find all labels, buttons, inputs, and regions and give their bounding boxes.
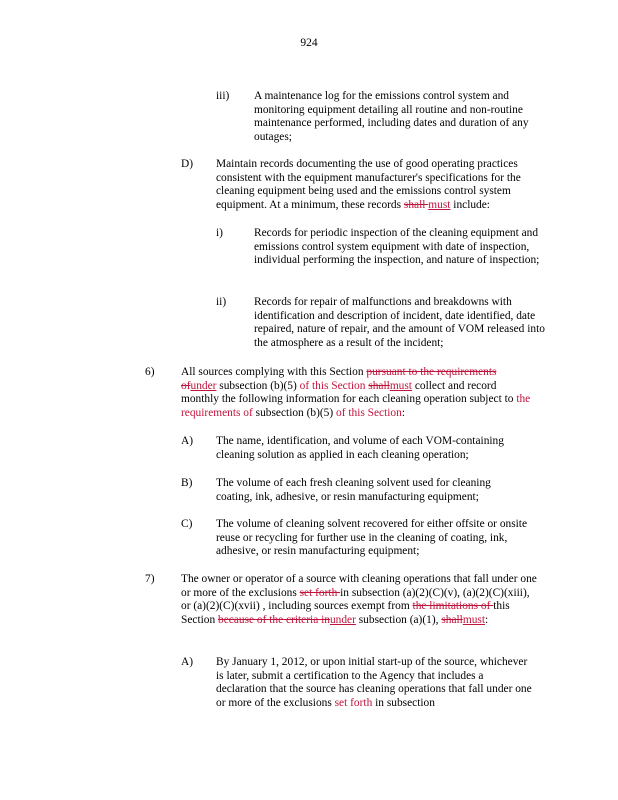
- text-run: include:: [450, 198, 490, 211]
- item-label: A): [181, 656, 194, 668]
- item-label: C): [181, 518, 193, 530]
- text-run: this Section: [181, 600, 510, 626]
- deleted-text: pursuant to the requirements of: [181, 366, 497, 392]
- inserted-text: the requirements of: [181, 393, 531, 419]
- item-label: i): [216, 227, 223, 239]
- text-run: subsection (b)(5): [216, 379, 300, 392]
- item-text: Records for repair of malfunctions and breakdowns with identification and description of incident, date identified, date repaired, nature of repair, and the amount of VOM released into the atmosphere as a result of the incident;: [254, 296, 545, 349]
- text-run: All sources complying with this Section: [181, 366, 367, 378]
- text-run: in subsection (a)(2)(C)(v), (a)(2)(C)(xiii), or (a)(2)(C)(xvii) , including sources exempt from: [181, 586, 530, 613]
- item-text: [216, 656, 534, 710]
- item-label: iii): [216, 90, 230, 102]
- text-run: subsection (a)(1),: [355, 613, 442, 626]
- text-run: :: [401, 406, 405, 419]
- deleted-text: the limitations of: [412, 600, 494, 613]
- item-label: A): [181, 435, 194, 447]
- item-text: [181, 573, 541, 627]
- inserted-text: under: [329, 613, 356, 626]
- item-text: Records for periodic inspection of the cleaning equipment and emissions control system equipment with date of inspection, individual performing the inspection, and nature of inspection;: [254, 227, 540, 267]
- text-run: in subsection: [375, 696, 435, 709]
- page-number: 924: [300, 37, 318, 49]
- inserted-text: of this Section: [299, 379, 369, 392]
- item-text: The volume of each fresh cleaning solvent used for cleaning coating, ink, adhesive, or resin manufacturing equipment;: [216, 477, 491, 503]
- deleted-text: because of the criteria in: [218, 613, 330, 626]
- text-run: subsection (b)(5): [252, 406, 337, 419]
- text-run: Maintain records documenting the use of good operating practices consistent with the equipment manufacturer's specifications for the cleaning equipment being used and the emissions control system equipment. At a minimum, these records: [216, 158, 521, 211]
- deleted-text: shall: [368, 379, 390, 392]
- text-run: :: [484, 613, 489, 626]
- text-run: By January 1, 2012, or upon initial start-up of the source, whichever is later, submit a certification to the Agency that includes a declaration that the source has cleaning operations that fall under one or more of the exclusions: [216, 656, 532, 709]
- item-text: The name, identification, and volume of each VOM-containing cleaning solution as applied in each cleaning operation;: [216, 435, 504, 461]
- item-text: [181, 366, 531, 420]
- inserted-text: under: [190, 379, 217, 392]
- item-label: D): [181, 158, 194, 170]
- inserted-text: must: [462, 613, 485, 626]
- inserted-text: must: [389, 379, 412, 392]
- deleted-text: shall: [403, 198, 429, 211]
- item-label: 7): [145, 573, 155, 585]
- item-label: ii): [216, 296, 227, 308]
- inserted-text: must: [428, 198, 451, 211]
- item-label: B): [181, 477, 193, 489]
- item-text: The volume of cleaning solvent recovered for either offsite or onsite reuse or recycling for further use in the cleaning of coating, ink, adhesive, or resin manufacturing equipment;: [216, 518, 528, 558]
- deleted-text: set forth: [299, 586, 341, 599]
- inserted-text: set forth: [334, 696, 376, 709]
- deleted-text: shall: [441, 613, 463, 626]
- item-text: A maintenance log for the emissions control system and monitoring equipment detailing all routine and non-routine maintenance performed, including dates and duration of any outages;: [254, 90, 529, 143]
- item-label: 6): [145, 366, 155, 378]
- text-run: collect and record monthly the following information for each cleaning operation subject to: [181, 379, 517, 406]
- inserted-text: of this Section: [336, 406, 402, 419]
- item-text: [216, 158, 546, 212]
- text-run: The owner or operator of a source with cleaning operations that fall under one or more of the exclusions: [181, 573, 537, 599]
